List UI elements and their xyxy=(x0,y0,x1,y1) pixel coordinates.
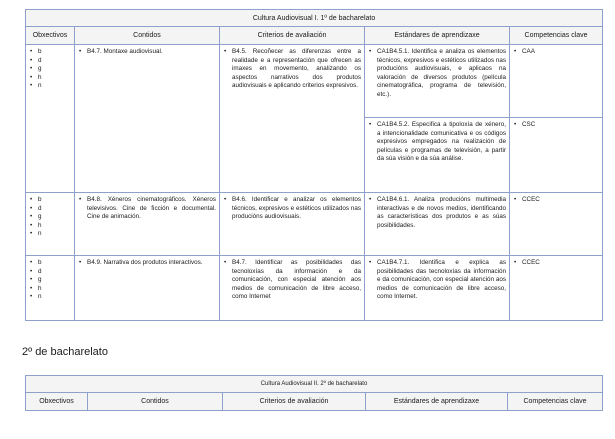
competence-cell xyxy=(510,193,603,256)
objective-item: • d xyxy=(30,57,71,66)
competence-text: • CAA xyxy=(514,48,599,57)
header-contents: Contidos xyxy=(75,27,220,45)
criteria-cell xyxy=(220,45,365,193)
content-text: • B4.8. Xéneros cinematográficos. Xéneros televisivos. Cine de ficción e documental. Cine de animación. xyxy=(79,196,216,222)
header-standards: Estándares de aprendizaxe xyxy=(365,27,510,45)
header-objectives: Obxectivos xyxy=(26,27,75,45)
header-standards: Estándares de aprendizaxe xyxy=(366,393,508,411)
objective-item: • d xyxy=(30,268,71,277)
objective-item: • b xyxy=(30,196,71,205)
header-contents: Contidos xyxy=(88,393,223,411)
objective-item: • h xyxy=(30,222,71,231)
criteria-text: • B4.6. Identificar e analizar os elementos técnicos, expresivos e estéticos utilizados nas producións audiovisuais. xyxy=(224,196,361,222)
table-header-row xyxy=(26,393,603,411)
standard-text: • CA1B4.6.1. Analiza producións multimedia interactivas e de novos medios, identificando as características dos produtos e as súas posibilidades. xyxy=(369,196,506,230)
content-text: • B4.9. Narrativa dos produtos interactivos. xyxy=(79,259,216,268)
table-row xyxy=(26,45,603,118)
header-competences: Competencias clave xyxy=(510,27,603,45)
objective-item: • n xyxy=(30,230,71,239)
header-competences: Competencias clave xyxy=(508,393,603,411)
objective-item: • n xyxy=(30,293,71,302)
table-title-row xyxy=(26,376,603,393)
curriculum-table-2 xyxy=(25,375,603,411)
curriculum-table-1 xyxy=(25,9,603,321)
objective-item: • n xyxy=(30,82,71,91)
content-cell xyxy=(75,256,220,321)
objective-item: • d xyxy=(30,205,71,214)
standard-text: • CA1B4.5.2. Especifica a tipoloxía de xénero, a intencionalidade comunicativa e os códigos expresivos empregados na realización de películas e programas de televisión, a partir da súa visión e da súa análise. xyxy=(369,121,506,164)
objectives-cell xyxy=(26,256,75,321)
table-title: Cultura Audiovisual II. 2º de bacharelato xyxy=(26,376,603,393)
objective-item: • b xyxy=(30,259,71,268)
criteria-text: • B4.5. Recoñecer as diferenzas entre a realidade e a representación que ofrecen as imaxes en movemento, analizando os aspectos narrativos dos produtos audiovisuais e aplicando criterios expresivos. xyxy=(224,48,361,91)
standard-text: • CA1B4.5.1. Identifica e analiza os elementos técnicos, expresivos e estéticos utilizados nas producións audiovisuais, e aplicaos na valoración de diversos produtos (película cinematográfica, programa de televisión, etc.). xyxy=(369,48,506,100)
objective-item: • h xyxy=(30,74,71,83)
standard-cell xyxy=(365,45,510,118)
objective-item: • g xyxy=(30,213,71,222)
table-row xyxy=(26,193,603,256)
objectives-cell xyxy=(26,45,75,193)
content-text: • B4.7. Montaxe audiovisual. xyxy=(79,48,216,57)
table-header-row xyxy=(26,27,603,45)
criteria-cell xyxy=(220,256,365,321)
content-cell xyxy=(75,45,220,193)
competence-text: • CCEC xyxy=(514,259,599,268)
header-objectives: Obxectivos xyxy=(26,393,88,411)
standard-cell xyxy=(365,193,510,256)
standard-cell xyxy=(365,256,510,321)
content-cell xyxy=(75,193,220,256)
section-heading: 2º de bacharelato xyxy=(22,346,108,358)
objective-item: • g xyxy=(30,65,71,74)
header-criteria: Criterios de avaliación xyxy=(220,27,365,45)
competence-cell xyxy=(510,45,603,118)
criteria-text: • B4.7. Identificar as posibilidades das tecnoloxías da información e da comunicación, con especial atención aos medios de comunicación de libre acceso, como Internet xyxy=(224,259,361,302)
table-title-row xyxy=(26,10,603,27)
table-title: Cultura Audiovisual I. 1º de bacharelato xyxy=(26,10,603,27)
competence-cell xyxy=(510,256,603,321)
competence-text: • CSC xyxy=(514,121,599,130)
competence-cell xyxy=(510,118,603,193)
header-criteria: Criterios de avaliación xyxy=(223,393,366,411)
standard-text: • CA1B4.7.1. Identifica e explica as posibilidades das tecnoloxías da información e da comunicación, con especial atención aos medios de comunicación de libre acceso, como Internet. xyxy=(369,259,506,302)
objective-item: • b xyxy=(30,48,71,57)
competence-text: • CCEC xyxy=(514,196,599,205)
objectives-cell xyxy=(26,193,75,256)
criteria-cell xyxy=(220,193,365,256)
standard-cell xyxy=(365,118,510,193)
objective-item: • h xyxy=(30,285,71,294)
objective-item: • g xyxy=(30,276,71,285)
table-row xyxy=(26,256,603,321)
